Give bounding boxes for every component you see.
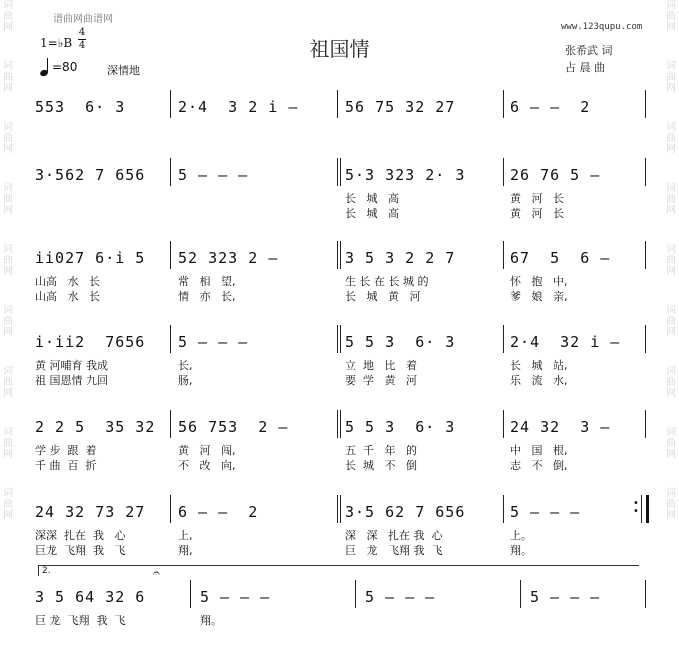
barline [170,158,171,186]
lyric-verse-2: 翔, [178,544,193,557]
lyric-verse-1: 黄 河 长 [510,192,564,205]
barline [645,158,646,186]
barline [170,325,171,353]
expression-marking: 深情地 [107,64,140,77]
lyric-verse-2: 长 城 高 [345,207,399,220]
watermark-char: 词 [3,244,13,255]
lyric-verse-2: 长 城 不 倒 [345,459,417,472]
watermark-char: 词 [666,0,676,11]
repeat-end-thin-barline [641,495,642,523]
measure-notes: 5·3 323 2· 3 [345,166,466,184]
watermark-char: 曲 [3,316,13,327]
barline [337,325,338,353]
repeat-start-barline [340,325,341,353]
site-url: www.123qupu.com [561,22,643,32]
barline [337,90,338,118]
watermark-char: 网 [666,83,676,94]
watermark-char: 词 [666,427,676,438]
watermark-char: 网 [3,83,13,94]
watermark-char: 网 [666,388,676,399]
repeat-start-barline [340,495,341,523]
time-signature [78,28,86,51]
barline [503,158,504,186]
watermark-char: 曲 [3,438,13,449]
barline [190,580,191,608]
measure-notes: 67 5 6 – [510,249,611,267]
watermark-char: 曲 [666,499,676,510]
barline [503,410,504,438]
measure-notes: i·ii2 7656 [35,333,146,351]
watermark-char: 网 [3,388,13,399]
watermark-char: 网 [3,449,13,460]
lyric-verse-1: 巨 龙 飞翔 我 飞 [35,614,126,627]
barline [645,325,646,353]
lyric-verse-1: 上。 [510,529,532,542]
barline [503,495,504,523]
watermark-char: 曲 [666,194,676,205]
measure-notes: 2·4 32 i – [510,333,621,351]
lyric-verse-1: 黄 河 闯, [178,444,236,457]
lyric-verse-1: 长 城 高 [345,192,399,205]
lyric-verse-1: 长 城 站, [510,359,568,372]
measure-notes: 24 32 3 – [510,418,611,436]
watermark-char: 网 [3,144,13,155]
measure-notes: 56 75 32 27 [345,98,456,116]
watermark-char: 网 [3,327,13,338]
measure-notes: ii027 6·i 5 [35,249,146,267]
barline [520,580,521,608]
barline [337,158,338,186]
barline [355,580,356,608]
watermark-char: 曲 [3,499,13,510]
lyric-verse-1: 立 地 比 着 [345,359,417,372]
watermark-char: 词 [3,305,13,316]
fermata-icon: 𝄐 [153,566,160,580]
watermark-char: 曲 [666,255,676,266]
barline [170,410,171,438]
lyric-verse-2: 爹 娘 亲, [510,290,568,303]
lyric-verse-2: 千 曲 百 折 [35,459,97,472]
tempo-value: =80 [52,60,78,74]
lyric-verse-1: 怀 抱 中, [510,275,568,288]
barline [337,495,338,523]
quarter-note-icon [40,58,50,76]
watermark-right [664,0,678,662]
watermark-char: 网 [666,510,676,521]
barline [170,90,171,118]
measure-notes: 553 6· 3 [35,98,126,116]
watermark-char: 网 [3,266,13,277]
measure-notes: 5 – – – [178,333,249,351]
lyric-verse-2: 巨龙 飞翔 我 飞 [35,544,126,557]
lyric-verse-2: 肠, [178,374,193,387]
measure-notes: 5 5 3 6· 3 [345,333,456,351]
measure-notes: 2·4 3 2 i – [178,98,299,116]
watermark-char: 网 [666,144,676,155]
watermark-char: 词 [3,183,13,194]
measure-notes: 5 – – – [510,503,581,521]
lyric-verse-2: 山高 水 长 [35,290,100,303]
lyric-verse-2: 黄 河 长 [510,207,564,220]
measure-notes: 56 753 2 – [178,418,289,436]
barline [503,90,504,118]
watermark-char: 词 [666,488,676,499]
lyric-verse-2: 乐 流 水, [510,374,568,387]
measure-notes: 2 2 5 35 32 [35,418,156,436]
watermark-char: 词 [666,305,676,316]
lyricist-credit: 张希武 词 [565,44,613,57]
watermark-char: 曲 [3,194,13,205]
lyric-verse-1: 深 深 扎在 我 心 [345,529,443,542]
lyric-verse-2: 翔。 [510,544,532,557]
tempo-marking [40,58,77,76]
watermark-char: 网 [666,449,676,460]
barline [170,495,171,523]
lyric-verse-1: 翔。 [200,614,222,627]
repeat-start-barline [340,410,341,438]
repeat-end-barline [646,495,649,523]
lyric-verse-1: 长, [178,359,193,372]
barline [503,241,504,269]
watermark-char: 词 [666,122,676,133]
lyric-verse-2: 志 不 倒, [510,459,568,472]
lyric-verse-1: 山高 水 长 [35,275,100,288]
watermark-char: 网 [666,327,676,338]
barline [645,90,646,118]
barline [645,580,646,608]
watermark-char: 曲 [666,316,676,327]
lyric-verse-2: 情 亦 长, [178,290,236,303]
site-watermark-label: 谱曲网曲谱网 [53,14,113,25]
lyric-verse-1: 上, [178,529,193,542]
measure-notes: 3·5 62 7 656 [345,503,466,521]
watermark-left [1,0,15,662]
watermark-char: 词 [666,366,676,377]
watermark-char: 网 [3,22,13,33]
lyric-verse-2: 祖 国恩情 九回 [35,374,108,387]
watermark-char: 网 [666,205,676,216]
barline [503,325,504,353]
barline [645,410,646,438]
lyric-verse-1: 五 千 年 的 [345,444,417,457]
watermark-char: 曲 [666,11,676,22]
lyric-verse-1: 学 步 跟 着 [35,444,97,457]
watermark-char: 词 [3,427,13,438]
watermark-char: 曲 [3,133,13,144]
measure-notes: 5 – – – [178,166,249,184]
barline [337,410,338,438]
lyric-verse-1: 生 长 在 长 城 的 [345,275,429,288]
watermark-char: 曲 [666,72,676,83]
watermark-char: 词 [666,183,676,194]
volta-bracket [38,565,639,576]
watermark-char: 网 [3,510,13,521]
lyric-verse-2: 不 改 向, [178,459,236,472]
watermark-char: 词 [3,0,13,11]
lyric-verse-1: 常 相 望, [178,275,236,288]
composer-credit: 占 晨 曲 [565,61,605,74]
repeat-start-barline [340,158,341,186]
measure-notes: 5 – – – [530,588,601,606]
lyric-verse-2: 长 城 黄 河 [345,290,421,303]
volta-label: 2. [42,566,51,576]
watermark-char: 曲 [3,11,13,22]
watermark-char: 词 [3,488,13,499]
lyric-verse-1: 深深 扎在 我 心 [35,529,126,542]
measure-notes: 24 32 73 27 [35,503,146,521]
watermark-char: 曲 [666,438,676,449]
time-signature-bottom: 4 [78,40,86,51]
measure-notes: 6 – – 2 [510,98,591,116]
measure-notes: 3 5 64 32 6 [35,588,146,606]
lyric-verse-1: 中 国 根, [510,444,568,457]
barline [337,241,338,269]
measure-notes: 5 5 3 6· 3 [345,418,456,436]
watermark-char: 词 [666,244,676,255]
measure-notes: 5 – – – [200,588,271,606]
watermark-char: 曲 [666,377,676,388]
measure-notes: 3·562 7 656 [35,166,146,184]
lyric-verse-2: 要 学 黄 河 [345,374,417,387]
lyric-verse-2: 巨 龙 飞翔 我 飞 [345,544,443,557]
watermark-char: 词 [666,61,676,72]
watermark-char: 词 [3,366,13,377]
measure-notes: 5 – – – [365,588,436,606]
watermark-char: 词 [3,122,13,133]
barline [170,241,171,269]
measure-notes: 26 76 5 – [510,166,601,184]
song-title: 祖国情 [309,37,370,61]
key-signature: 1=♭B [40,36,73,50]
watermark-char: 网 [666,266,676,277]
measure-notes: 3 5 3 2 2 7 [345,249,456,267]
watermark-char: 词 [3,61,13,72]
watermark-char: 曲 [3,255,13,266]
watermark-char: 曲 [3,72,13,83]
barline [645,241,646,269]
watermark-char: 曲 [666,133,676,144]
time-signature-top: 4 [78,27,86,38]
watermark-char: 网 [666,22,676,33]
watermark-char: 曲 [3,377,13,388]
watermark-char: 网 [3,205,13,216]
repeat-start-barline [340,241,341,269]
repeat-dots-icon: • • [633,498,639,517]
measure-notes: 52 323 2 – [178,249,279,267]
lyric-verse-1: 黄 河哺育 我成 [35,359,108,372]
measure-notes: 6 – – 2 [178,503,259,521]
